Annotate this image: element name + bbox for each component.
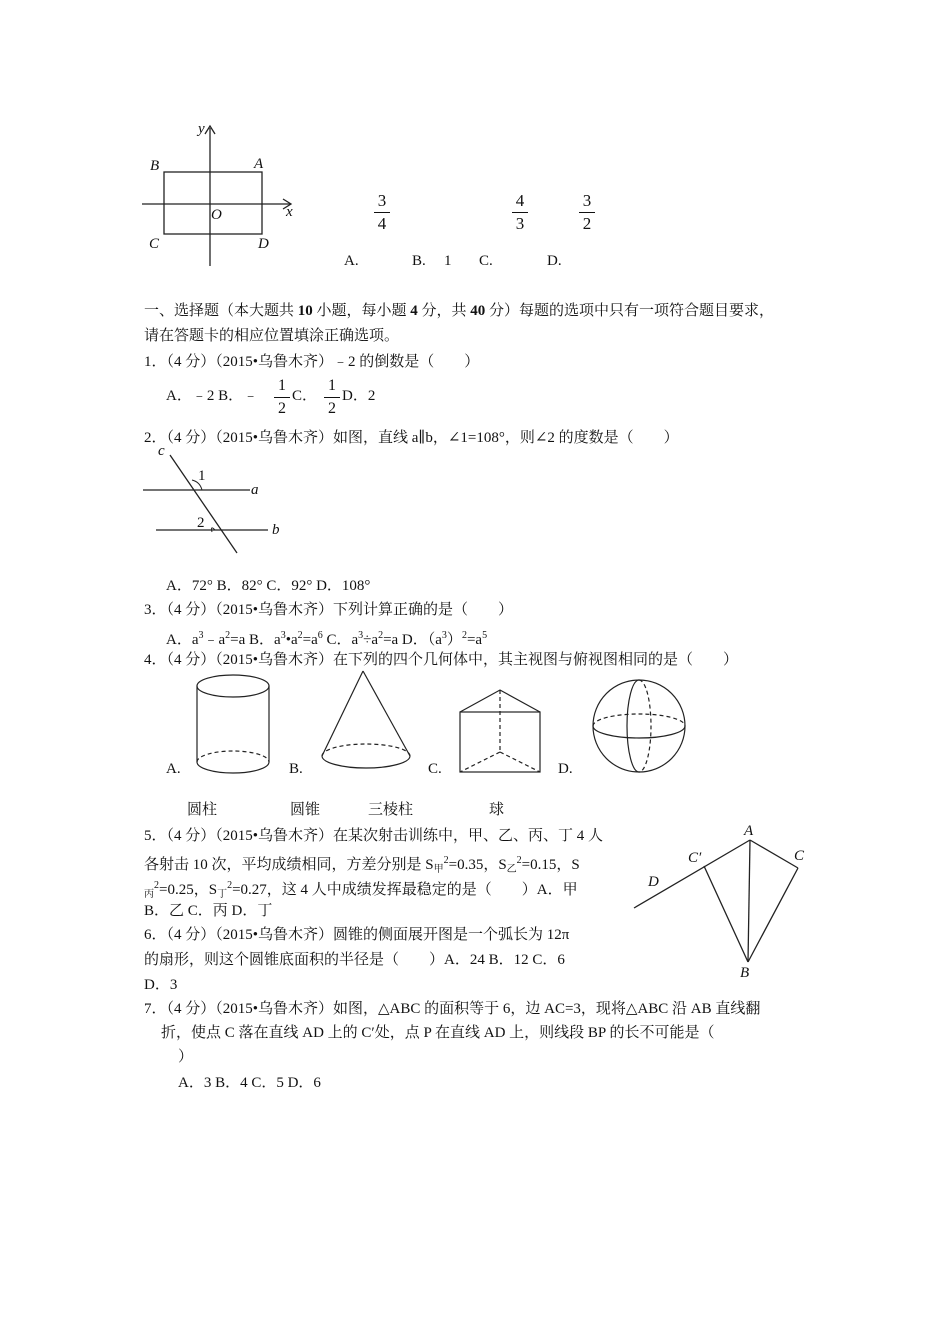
q1-stem: 1．（4 分）（2015•乌鲁木齐）﹣2 的倒数是（ ） [144,354,480,370]
q4-name-cone: 圆锥 [290,802,321,818]
q7-options: A．3 B．4 C．5 D．6 [178,1075,321,1091]
q2-label-c: c [158,443,165,459]
option-a: A. [344,253,359,269]
q1-fraction-c: 1 2 [322,376,342,419]
q5-line2: 各射击 10 次，平均成绩相同，方差分别是 $S_甲^2=0.35$，$S_乙^2=0.15$，S [144,855,580,875]
section-heading-line2: 请在答题卡的相应位置填涂正确选项。 [144,328,400,344]
section-heading-line1: 一、选择题（本大题共 10 小题，每小题 4 分，共 40 分）每题的选项中只有一项符合题目要求， [144,303,775,319]
q6-line1: 6．（4 分）（2015•乌鲁木齐）圆锥的侧面展开图是一个弧长为 12π [144,927,570,943]
parallel-lines-figure [140,440,290,570]
cone-figure [318,668,418,778]
sphere-figure [590,678,690,778]
folded-triangle-figure [630,822,815,982]
q5-line1: 5．（4 分）（2015•乌鲁木齐）在某次射击训练中，甲、乙、丙、丁 4 人 [144,828,604,844]
label-A: A [254,156,264,172]
q1-options-ab: A．﹣2 B．﹣ [166,388,259,404]
q4-letter-d: D. [558,761,573,777]
q4-letter-c: C. [428,761,442,777]
q2-stem: 2．（4 分）（2015•乌鲁木齐）如图，直线 a∥b，∠1=108°，则∠2 的度数是（ ） [144,430,679,446]
q3-stem: 3．（4 分）（2015•乌鲁木齐）下列计算正确的是（ ） [144,602,514,618]
fraction-3-4: 3 4 [372,191,392,234]
q7-line2: 折，使点 C 落在直线 AD 上的 C′处，点 P 在直线 AD 上，则线段 BP 的长不可能是（ [161,1025,715,1041]
q1-option-d: D．2 [342,388,376,404]
fraction-4-3: 4 3 [510,191,530,234]
label-C: C [149,236,160,252]
q2-label-a: a [251,482,259,498]
q7-line3: ） [178,1049,194,1065]
label-D: D [258,236,269,252]
q1-option-c: C． [292,388,318,404]
q4-stem: 4．（4 分）（2015•乌鲁木齐）在下列的四个几何体中，其主视图与俯视图相同的是（ ） [144,652,739,668]
label-B: B [150,158,160,174]
q7-label-Cp: C′ [688,850,702,866]
label-O: O [211,207,222,223]
q4-name-cylinder: 圆柱 [187,802,218,818]
option-d: D. [547,253,562,269]
fraction-3-2: 3 2 [577,191,597,234]
q4-letter-a: A. [166,761,181,777]
q2-label-2: 2 [197,515,205,531]
q2-options: A．72° B．82° C．92° D．108° [166,578,371,594]
q2-label-b: b [272,522,280,538]
q5-line3: $_丙^2$=0.25，$S_丁^2=0.27$，这 4 人中成绩发挥最稳定的是（ ）A．甲 [144,880,578,900]
q4-letter-b: B. [289,761,303,777]
option-b-value: 1 [444,253,452,269]
q1-fraction-b: 1 2 [272,376,292,419]
coordinate-rectangle-figure [140,118,310,268]
q7-label-D: D [648,874,659,890]
label-y: y [198,121,205,137]
q4-name-sphere: 球 [489,802,505,818]
option-b: B. [412,253,426,269]
q2-label-1: 1 [198,468,206,484]
q6-line3: D．3 [144,977,178,993]
q7-label-B: B [740,965,750,981]
q4-name-prism: 三棱柱 [368,802,414,818]
q3-options: A．$a^3﹣a^2=a$ B．$a^3•a^2=a^6$ C．$a^3\div a^2=a$ D．$(a^3)^2=a^5$ [166,630,488,648]
triangular-prism-figure [456,686,546,796]
cylinder-figure [195,672,275,782]
option-c: C. [479,253,493,269]
label-x: x [286,204,293,220]
q6-line2: 的扇形，则这个圆锥底面积的半径是（ ）A．24 B．12 C．6 [144,952,565,968]
q5-line4: B．乙 C．丙 D．丁 [144,903,273,919]
q7-line1: 7．（4 分）（2015•乌鲁木齐）如图，△ABC 的面积等于 6，边 AC=3，现将△ABC 沿 AB 直线翻 [144,1001,761,1017]
q7-label-A: A [744,823,754,839]
q7-label-C: C [794,848,805,864]
